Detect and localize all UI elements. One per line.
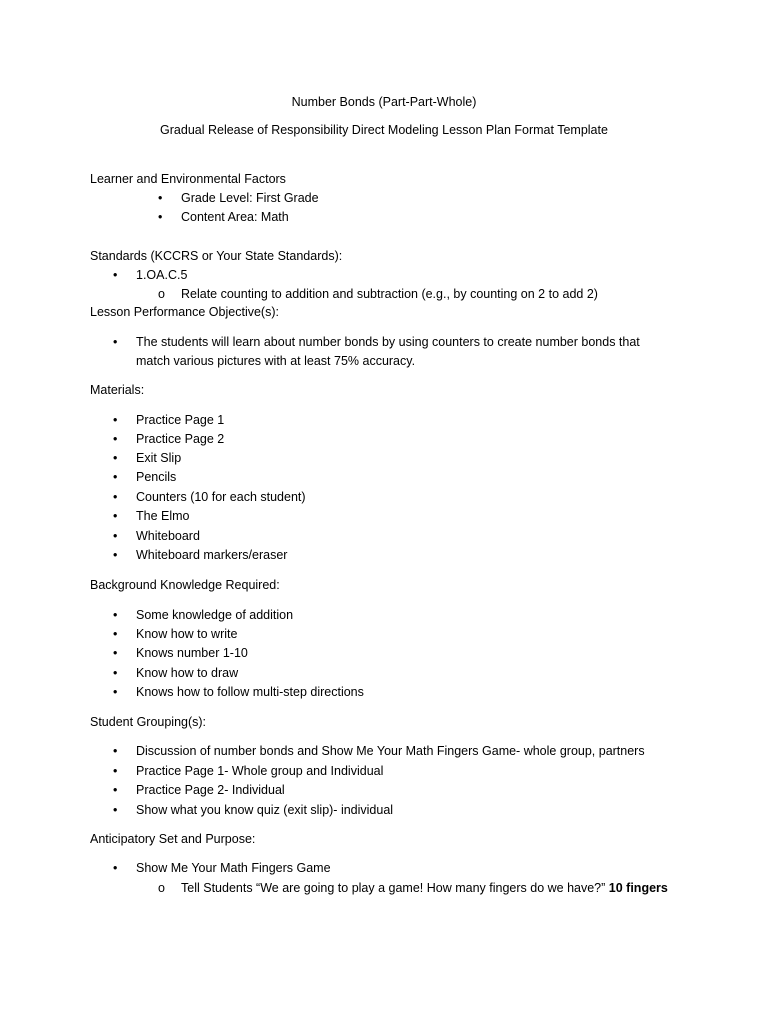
background-item: Know how to write (136, 627, 238, 641)
objective-heading: Lesson Performance Objective(s): (90, 305, 279, 319)
background-item: Knows how to follow multi-step directions (136, 685, 364, 699)
bullet-icon: • (113, 451, 118, 465)
background-item: Some knowledge of addition (136, 608, 294, 622)
anticipatory-item: Show Me Your Math Fingers Game (136, 861, 331, 875)
standards-heading: Standards (KCCRS or Your State Standards): (90, 249, 343, 263)
bullet-icon: • (113, 646, 118, 660)
document-subtitle: Gradual Release of Responsibility Direct Modeling Lesson Plan Format Template (160, 123, 608, 137)
bullet-icon: • (113, 268, 118, 282)
bullet-icon: • (158, 210, 163, 224)
sub-bullet-icon: o (158, 287, 165, 301)
bullet-icon: • (113, 509, 118, 523)
standards-item: 1.OA.C.5 (136, 268, 188, 282)
materials-item: Whiteboard (136, 529, 200, 543)
grouping-item: Practice Page 1- Whole group and Individual (136, 764, 384, 778)
materials-item: Exit Slip (136, 451, 182, 465)
bullet-icon: • (158, 191, 163, 205)
document-title: Number Bonds (Part-Part-Whole) (291, 95, 477, 109)
standards-subitem: Relate counting to addition and subtraction (e.g., by counting on 2 to add 2) (181, 287, 598, 301)
anticipatory-subitem-answer: 10 fingers (608, 881, 668, 895)
learner-item: Content Area: Math (181, 210, 289, 224)
bullet-icon: • (113, 432, 118, 446)
materials-item: Practice Page 1 (136, 413, 225, 427)
objective-line: The students will learn about number bonds by using counters to create number bonds that (136, 335, 640, 349)
bullet-icon: • (113, 335, 118, 349)
grouping-item: Discussion of number bonds and Show Me Your Math Fingers Game- whole group, partners (136, 744, 645, 758)
background-item: Knows number 1-10 (136, 646, 248, 660)
anticipatory-subitem-text: Tell Students “We are going to play a game! How many fingers do we have?” (181, 881, 606, 895)
sub-bullet-icon: o (158, 881, 165, 895)
materials-item: Pencils (136, 470, 177, 484)
anticipatory-heading: Anticipatory Set and Purpose: (90, 832, 256, 846)
bullet-icon: • (113, 413, 118, 427)
bullet-icon: • (113, 685, 118, 699)
materials-heading: Materials: (90, 383, 145, 397)
bullet-icon: • (113, 548, 118, 562)
bullet-icon: • (113, 803, 118, 817)
grouping-item: Practice Page 2- Individual (136, 783, 285, 797)
bullet-icon: • (113, 744, 118, 758)
bullet-icon: • (113, 666, 118, 680)
bullet-icon: • (113, 783, 118, 797)
bullet-icon: • (113, 608, 118, 622)
bullet-icon: • (113, 470, 118, 484)
background-heading: Background Knowledge Required: (90, 578, 280, 592)
materials-item: The Elmo (136, 509, 190, 523)
bullet-icon: • (113, 490, 118, 504)
materials-item: Whiteboard markers/eraser (136, 548, 288, 562)
background-item: Know how to draw (136, 666, 239, 680)
bullet-icon: • (113, 861, 118, 875)
bullet-icon: • (113, 764, 118, 778)
materials-item: Practice Page 2 (136, 432, 225, 446)
grouping-heading: Student Grouping(s): (90, 715, 207, 729)
grouping-item: Show what you know quiz (exit slip)- individual (136, 803, 394, 817)
bullet-icon: • (113, 627, 118, 641)
learner-item: Grade Level: First Grade (181, 191, 319, 205)
anticipatory-subitem (181, 880, 668, 896)
learner-heading: Learner and Environmental Factors (90, 172, 286, 186)
objective-line: match various pictures with at least 75% accuracy. (136, 354, 416, 368)
bullet-icon: • (113, 529, 118, 543)
materials-item: Counters (10 for each student) (136, 490, 306, 504)
